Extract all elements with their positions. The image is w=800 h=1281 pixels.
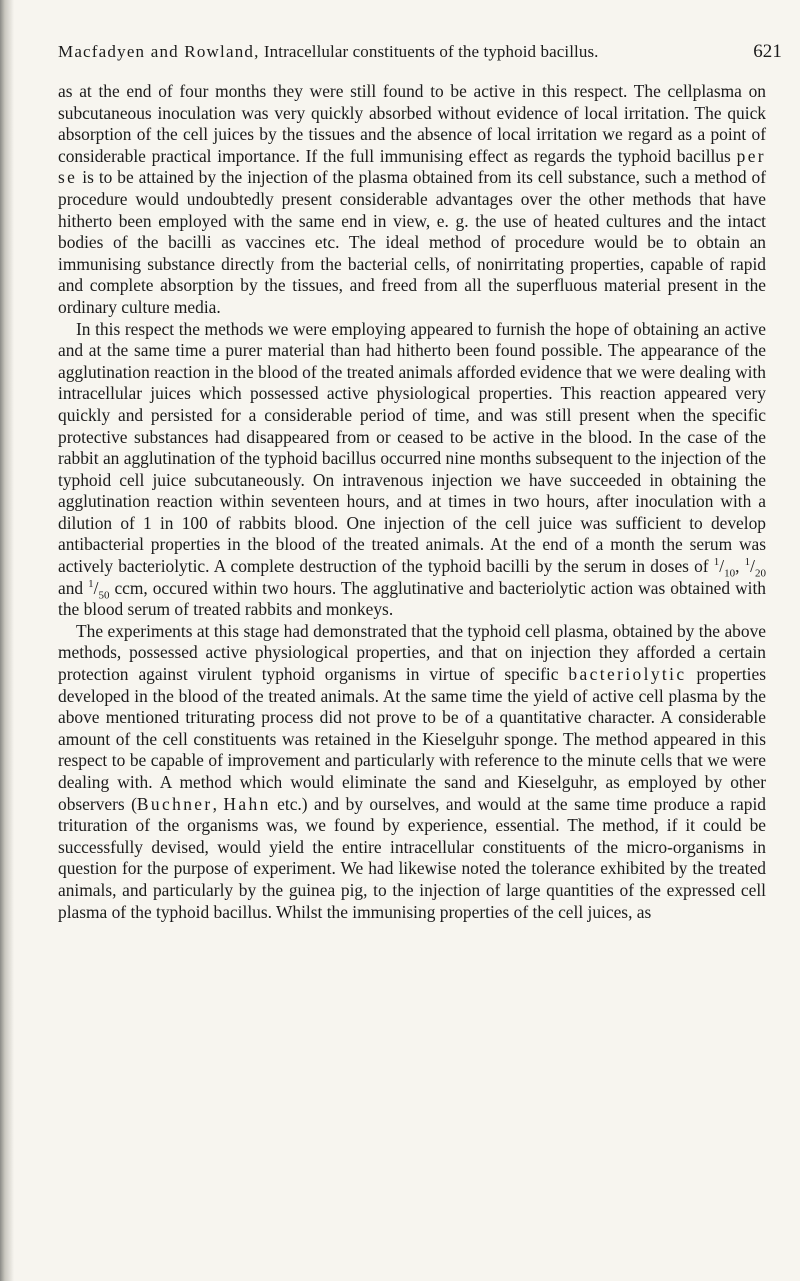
fraction-1-denominator: 10 — [724, 567, 736, 580]
paragraph-2-text-a: In this respect the methods we were employing appeared to furnish the hope of obtaining an active and at the same time a purer material than had hitherto been found possible. The appearance of the agglutination reaction in the blood of the treated animals afforded evidence that we were dealing with intracellular juices which possessed active physiological properties. This reaction appeared very quickly and persisted for a considerable period of time, and was still present when the specific protective substances had disappeared from or ceased to be active in the blood. In the case of the rabbit an agglutination of the typhoid bacillus occurred nine months subsequent to the injection of the typhoid cell juice subcutaneously. On intravenous injection we have succeeded in obtaining the agglutination reaction within seventeen hours, and at times in two hours, after inoculation with a dilution of 1 in 100 of rabbits blood. One injection of the cell juice was sufficient to develop antibacterial properties in the blood of the treated animals. At the end of a month the serum was actively bacteriolytic. A complete destruction of the typhoid bacilli by the serum in doses of — [58, 318, 766, 577]
fraction-3-denominator: 50 — [98, 589, 110, 602]
paragraph-3-text-g: etc.) and by ourselves, and would at the same time produce a rapid trituration of the organisms was, we found by experience, essential. The method, if it could be successfully devised, would yield the entire intracellular constituents of the micro-organisms in question for the purpose of experiment. We had likewise noted the tolerance exhibited by the treated animals, and particularly by the guinea pig, to the injection of large quantities of the expressed cell plasma of the typhoid bacillus. Whilst the immunising properties of the cell juices, as — [58, 793, 766, 922]
fraction-2-numerator: 1 — [744, 556, 751, 569]
paragraph-3 — [58, 621, 766, 923]
fraction-1-numerator: 1 — [713, 556, 720, 569]
header-title: Intracellular constituents of the typhoid bacillus. — [263, 42, 599, 61]
fraction-3-numerator: 1 — [88, 577, 94, 590]
page-number: 621 — [753, 41, 782, 62]
paragraph-1-text-a: as at the end of four months they were still found to be active in this respect. The cellplasma on subcutaneous inoculation was very quickly absorbed without evidence of local irritation. The quick absorption of the cell juices by the tissues and the absence of local irritation we regard as a point of considerable practical importance. If the full immunising effect as regards the typhoid bacillus — [58, 81, 766, 166]
fraction-conjunction: and — [58, 577, 89, 598]
name-buchner: Buchner — [136, 793, 213, 814]
fraction-2-denominator: 20 — [755, 567, 766, 580]
page-edge-shadow — [0, 0, 14, 1281]
paragraph-3-text-a: The experiments at this stage had demonstrated that the typhoid cell plasma, obtained by the above methods, possessed active physiological properties, and that on injection they afforded a certain protection against virulent typhoid organisms in virtue of specific — [58, 620, 766, 685]
name-separator: , — [212, 793, 224, 814]
paragraph-1 — [58, 81, 766, 319]
paragraph-1-text-c: is to be attained by the injection of the plasma obtained from its cell substance, such a method of procedure would undoubtedly present considerable advantages over the other methods that have hitherto been employed with the same end in view, e. g. the use of heated cultures and the intact bodies of the bacilli as vaccines etc. The ideal method of procedure would be to obtain an immunising substance directly from the bacterial cells, of nonirritating properties, capable of rapid and complete absorption by the tissues, and freed from all the superfluous material present in the ordinary culture media. — [58, 167, 766, 317]
paragraph-2-text-c: ccm, occured within two hours. The agglutinative and bacteriolytic action was obtained with the blood serum of treated rabbits and monkeys. — [58, 577, 766, 620]
emphasis-bacteriolytic: bacteriolytic — [568, 664, 687, 685]
paragraph-3-text-c: properties developed in the blood of the treated animals. At the same time the yield of active cell plasma by the above mentioned triturating process did not prove to be of a quantitative character. A considerable amount of the cell constituents was retained in the Kieselguhr sponge. The method appeared in this respect to be capable of improvement and particularly with reference to the minute cells that we were dealing with. A method which would eliminate the sand and Kieselguhr, as employed by other observers ( — [58, 664, 767, 814]
emphasis-per-se: per se — [58, 145, 766, 188]
paragraph-2: In this respect the methods we were employing appeared to furnish the hope of obtaining an active and at the same time a purer material than had hitherto been found possible. The appearance of the agglutination reaction in the blood of the treated animals afforded evidence that we were dealing with intracellular juices which possessed active physiological properties. This reaction appeared very quickly and persisted for a considerable period of time, and was still present when the specific protective substances had disappeared from or ceased to be active in the blood. In the case of the rabbit an agglutination of the typhoid bacillus occurred nine months subsequent to the injection of the typhoid cell juice subcutaneously. On intravenous injection we have succeeded in obtaining the agglutination reaction within seventeen hours, and at times in two hours, after inoculation with a dilution of 1 in 100 of rabbits blood. One injection of the cell juice was sufficient to develop antibacterial properties in the blood of the treated animals. At the end of a month the serum was actively bacteriolytic. A complete destruction of the typhoid bacilli by the serum in doses of $^1/_{10}$, $^1/_{20}$ and $^1/_{50}$ ccm, occured within two hours. The agglutinative and bacteriolytic action was obtained with the blood serum of treated rabbits and monkeys. — [58, 318, 766, 620]
body-text — [58, 81, 766, 923]
running-header — [58, 41, 782, 62]
header-authors: Macfadyen and Rowland, — [58, 42, 260, 61]
name-hahn: Hahn — [223, 793, 271, 814]
